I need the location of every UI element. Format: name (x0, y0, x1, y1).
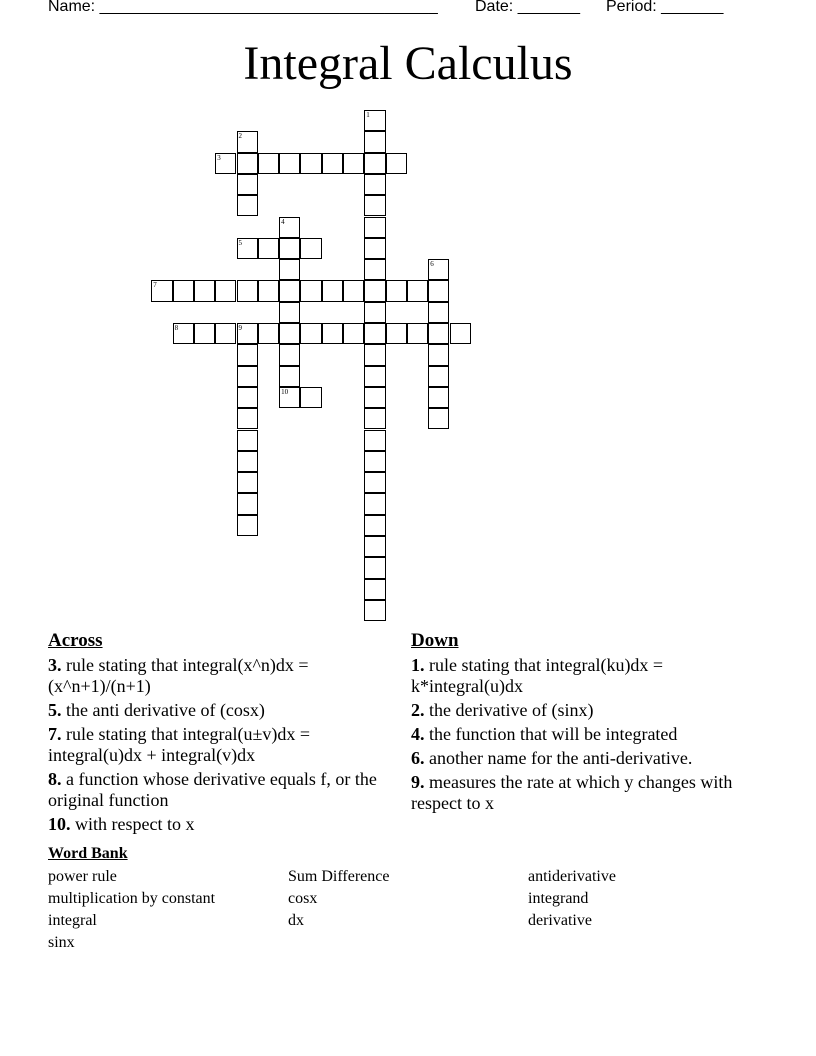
grid-cell[interactable] (450, 323, 471, 344)
word-bank-list (48, 867, 768, 952)
clue-number: 9 (238, 324, 242, 332)
grid-cell[interactable] (237, 131, 258, 152)
clue-down-9: 9. measures the rate at which y changes with respect to x (411, 772, 733, 813)
grid-cell[interactable] (173, 280, 194, 301)
grid-cell[interactable] (194, 323, 215, 344)
clue-number: 6 (430, 260, 434, 269)
grid-cell[interactable] (237, 280, 258, 301)
grid-cell[interactable] (237, 344, 258, 365)
period-field[interactable]: Period: _______ (606, 0, 724, 15)
clue-number: 8 (174, 324, 179, 332)
grid-cell[interactable] (237, 515, 258, 536)
grid-cell[interactable] (386, 323, 407, 344)
grid-cell[interactable] (279, 280, 300, 301)
grid-cell[interactable] (428, 366, 449, 387)
grid-cell[interactable] (364, 472, 385, 493)
grid-cell[interactable] (386, 153, 407, 174)
grid-cell[interactable] (300, 238, 321, 259)
grid-cell[interactable] (300, 280, 321, 301)
grid-cell[interactable] (215, 323, 236, 344)
clue-across-7: 7. rule stating that integral(u±v)dx = integral(u)dx + integral(v)dx (48, 724, 310, 765)
grid-cell[interactable] (364, 217, 385, 238)
clue-across-8: 8. a function whose derivative equals f, or the original function (48, 769, 377, 810)
grid-cell[interactable] (364, 366, 385, 387)
down-heading: Down (411, 630, 459, 651)
across-heading: Across (48, 630, 103, 651)
word-bank-heading: Word Bank (48, 845, 128, 862)
grid-cell[interactable] (364, 579, 385, 600)
grid-cell[interactable] (428, 387, 449, 408)
grid-cell[interactable] (364, 195, 385, 216)
grid-cell[interactable] (364, 131, 385, 152)
grid-cell[interactable] (364, 110, 385, 131)
grid-cell[interactable] (237, 451, 258, 472)
grid-cell[interactable] (428, 344, 449, 365)
clue-down-1: 1. rule stating that integral(ku)dx = k*integral(u)dx (411, 655, 664, 696)
clue-across-3: 3. rule stating that integral(x^n)dx = (x^n+1)/(n+1) (48, 655, 309, 696)
grid-cell[interactable] (322, 280, 343, 301)
grid-cell[interactable] (258, 323, 279, 344)
grid-cell[interactable] (173, 323, 194, 344)
grid-cell[interactable] (215, 153, 236, 174)
grid-cell[interactable] (279, 259, 300, 280)
grid-cell[interactable] (237, 493, 258, 514)
grid-cell[interactable] (428, 259, 449, 280)
clue-across-5: 5. the anti derivative of (cosx) (48, 700, 265, 720)
grid-cell[interactable] (237, 430, 258, 451)
word-bank-item: cosx (288, 890, 318, 907)
grid-cell[interactable] (300, 387, 321, 408)
word-bank (48, 845, 768, 952)
grid-cell[interactable] (364, 387, 385, 408)
grid-cell[interactable] (428, 302, 449, 323)
grid-cell[interactable] (279, 366, 300, 387)
down-clues (411, 630, 761, 817)
grid-cell[interactable] (364, 323, 385, 344)
clue-down-4: 4. the function that will be integrated (411, 724, 678, 744)
grid-cell[interactable] (258, 280, 279, 301)
word-bank-item: power rule (48, 868, 117, 885)
grid-cell[interactable] (237, 408, 258, 429)
grid-cell[interactable] (428, 280, 449, 301)
grid-cell[interactable] (364, 408, 385, 429)
grid-cell[interactable] (364, 280, 385, 301)
grid-cell[interactable] (279, 323, 300, 344)
grid-cell[interactable] (237, 472, 258, 493)
grid-cell[interactable] (237, 366, 258, 387)
clue-number: 2 (238, 132, 242, 141)
clue-number: 10 (281, 387, 289, 396)
grid-cell[interactable] (237, 153, 258, 174)
grid-cell[interactable] (386, 280, 407, 301)
grid-cell[interactable] (428, 408, 449, 429)
grid-cell[interactable] (151, 280, 172, 301)
grid-cell[interactable] (279, 387, 300, 408)
grid-cell[interactable] (279, 217, 300, 238)
clue-down-2: 2. the derivative of (sinx) (411, 700, 594, 720)
grid-cell[interactable] (343, 323, 364, 344)
grid-cell[interactable] (428, 323, 449, 344)
grid-cell[interactable] (237, 195, 258, 216)
grid-cell[interactable] (364, 430, 385, 451)
grid-cell[interactable] (364, 259, 385, 280)
word-bank-item: sinx (48, 934, 75, 951)
grid-cell[interactable] (258, 238, 279, 259)
grid-cell[interactable] (237, 387, 258, 408)
grid-cell[interactable] (322, 153, 343, 174)
grid-cell[interactable] (407, 323, 428, 344)
grid-cell[interactable] (343, 280, 364, 301)
grid-cell[interactable] (364, 515, 385, 536)
grid-cell[interactable] (279, 238, 300, 259)
grid-cell[interactable] (279, 302, 300, 323)
grid-cell[interactable] (215, 280, 236, 301)
grid-cell[interactable] (364, 451, 385, 472)
clue-number: 1 (366, 111, 370, 119)
clue-across-10: 10. with respect to x (48, 814, 195, 834)
grid-cell[interactable] (364, 174, 385, 195)
grid-cell[interactable] (364, 493, 385, 514)
word-bank-item: derivative (528, 912, 592, 929)
grid-cell[interactable] (194, 280, 215, 301)
grid-cell[interactable] (279, 344, 300, 365)
clue-number: 7 (153, 281, 157, 290)
clue-number: 4 (281, 217, 285, 226)
date-field[interactable]: Date: _______ (475, 0, 580, 15)
grid-cell[interactable] (364, 557, 385, 578)
clue-down-6: 6. another name for the anti-derivative. (411, 748, 693, 768)
grid-cell[interactable] (258, 153, 279, 174)
page-title: Integral Calculus (243, 37, 573, 90)
word-bank-item: multiplication by constant (48, 890, 216, 907)
grid-cell[interactable] (364, 536, 385, 557)
clue-number: 5 (238, 238, 242, 247)
grid-cell[interactable] (364, 153, 385, 174)
grid-cell[interactable] (364, 302, 385, 323)
clue-number: 3 (217, 153, 221, 162)
across-clues (48, 630, 378, 838)
grid-cell[interactable] (364, 344, 385, 365)
grid-cell[interactable] (343, 153, 364, 174)
word-bank-item: integral (48, 912, 97, 929)
grid-cell[interactable] (300, 323, 321, 344)
grid-cell[interactable] (407, 280, 428, 301)
grid-cell[interactable] (322, 323, 343, 344)
grid-cell[interactable] (237, 174, 258, 195)
grid-cell[interactable] (364, 238, 385, 259)
grid-cell[interactable] (237, 238, 258, 259)
name-field[interactable]: Name: ______________________________________ (48, 0, 438, 15)
word-bank-item: dx (288, 912, 304, 929)
word-bank-item: integrand (528, 890, 589, 907)
word-bank-item: Sum Difference (288, 868, 390, 885)
grid-cell[interactable] (300, 153, 321, 174)
grid-cell[interactable] (237, 323, 258, 344)
grid-cell[interactable] (364, 600, 385, 621)
word-bank-item: antiderivative (528, 868, 616, 885)
grid-cell[interactable] (279, 153, 300, 174)
